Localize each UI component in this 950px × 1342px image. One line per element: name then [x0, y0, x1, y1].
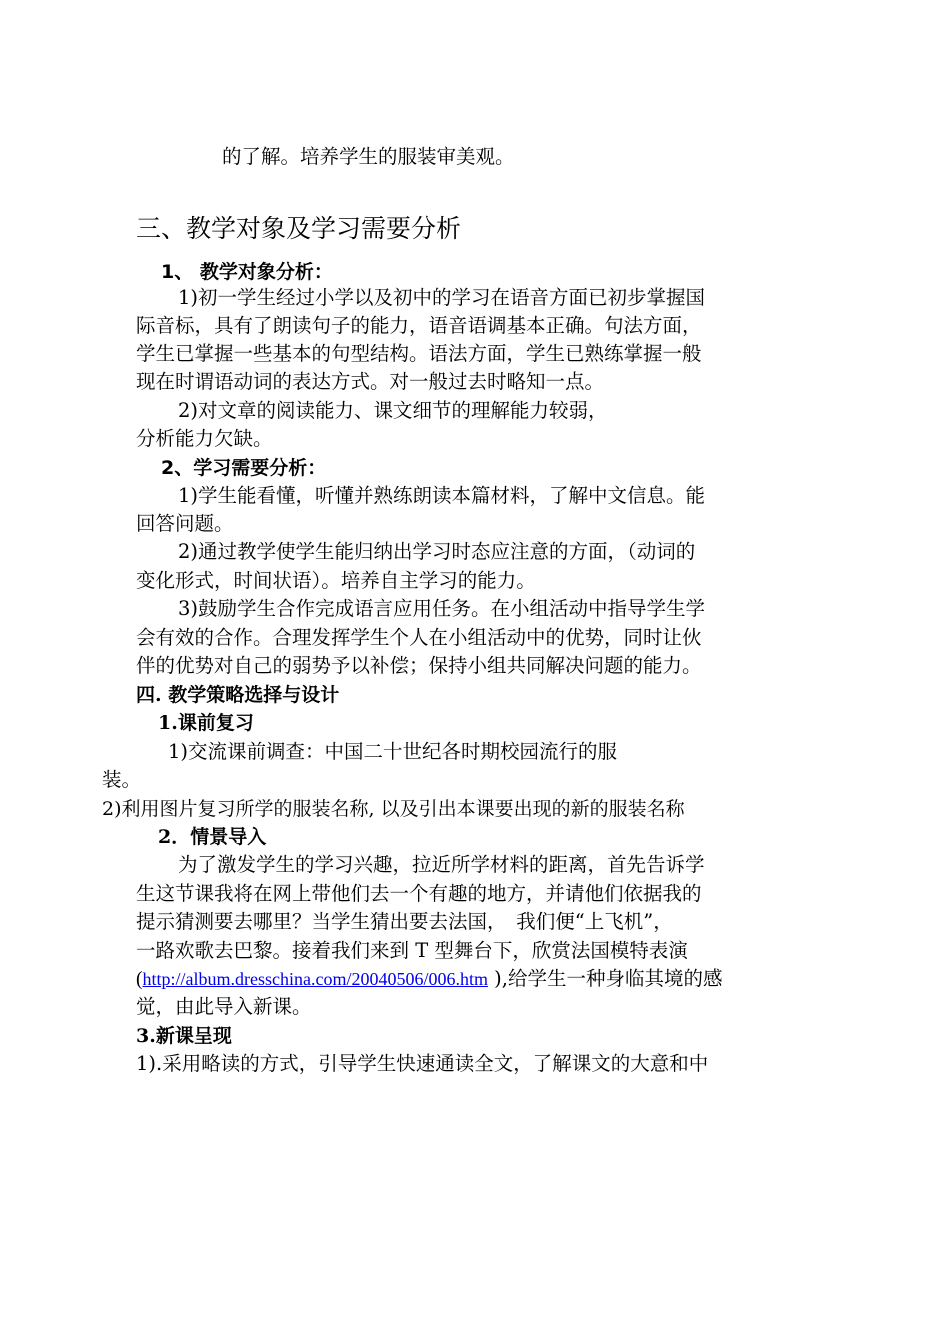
- subheading-scene-intro: 2．情景导入: [158, 826, 267, 848]
- paragraph-line: 变化形式，时间状语）。培养自主学习的能力。: [136, 569, 536, 592]
- paragraph-line: 1).采用略读的方式，引导学生快速通读全文，了解课文的大意和中: [136, 1052, 709, 1075]
- paragraph-line: 装。: [102, 768, 142, 791]
- paragraph-line: 的了解。培养学生的服装审美观。: [222, 145, 515, 168]
- paragraph-line: 2)对文章的阅读能力、课文细节的理解能力较弱，: [178, 399, 608, 422]
- paragraph-line: 会有效的合作。合理发挥学生个人在小组活动中的优势，同时让伙: [136, 626, 702, 649]
- subheading-learning-needs: 2、学习需要分析：: [161, 457, 327, 479]
- subheading-preview: 1.课前复习: [158, 712, 254, 734]
- paragraph-line: 际音标，具有了朗读句子的能力，语音语调基本正确。句法方面，: [136, 314, 702, 337]
- paragraph-line: 1)交流课前调查：中国二十世纪各时期校园流行的服: [168, 740, 618, 763]
- paragraph-line: 现在时谓语动词的表达方式。对一般过去时略知一点。: [136, 370, 605, 393]
- paragraph-line: 2)利用图片复习所学的服装名称, 以及引出本课要出现的新的服装名称: [102, 798, 685, 820]
- section-heading-4: 四. 教学策略选择与设计: [136, 684, 340, 706]
- paragraph-line: 生这节课我将在网上带他们去一个有趣的地方，并请他们依据我的: [136, 882, 702, 905]
- paragraph-line: 一路欢歌去巴黎。接着我们来到 T 型舞台下，欣赏法国模特表演: [136, 939, 688, 962]
- section-heading-3: 三、教学对象及学习需要分析: [136, 214, 462, 243]
- paragraph-line-with-link: [136, 967, 722, 992]
- paragraph-line: 伴的优势对自己的弱势予以补偿；保持小组共同解决问题的能力。: [136, 654, 702, 677]
- subheading-new-lesson: 3.新课呈现: [136, 1025, 232, 1047]
- paragraph-line: 1)初一学生经过小学以及初中的学习在语音方面已初步掌握国: [178, 286, 706, 309]
- paragraph-line: 觉，由此导入新课。: [136, 995, 312, 1018]
- paragraph-line: 学生已掌握一些基本的句型结构。语法方面，学生已熟练掌握一般: [136, 342, 702, 365]
- paren-open: (: [136, 969, 143, 990]
- paragraph-line: 3)鼓励学生合作完成语言应用任务。在小组活动中指导学生学: [178, 597, 706, 620]
- paragraph-line: 提示猜测要去哪里？当学生猜出要去法国， 我们便“上飞机”，: [136, 910, 673, 933]
- album-link[interactable]: http://album.dresschina.com/20040506/006.htm: [142, 969, 488, 989]
- paragraph-line: 1)学生能看懂，听懂并熟练朗读本篇材料，了解中文信息。能: [178, 484, 706, 507]
- subheading-teaching-object: 1、 教学对象分析：: [161, 261, 333, 283]
- paragraph-line: 2)通过教学使学生能归纳出学习时态应注意的方面，（动词的: [178, 540, 696, 563]
- link-trailing-text: ),给学生一种身临其境的感: [487, 967, 723, 990]
- paragraph-line: 分析能力欠缺。: [136, 427, 273, 450]
- paragraph-line: 为了激发学生的学习兴趣，拉近所学材料的距离，首先告诉学: [178, 853, 705, 876]
- paragraph-line: 回答问题。: [136, 512, 234, 535]
